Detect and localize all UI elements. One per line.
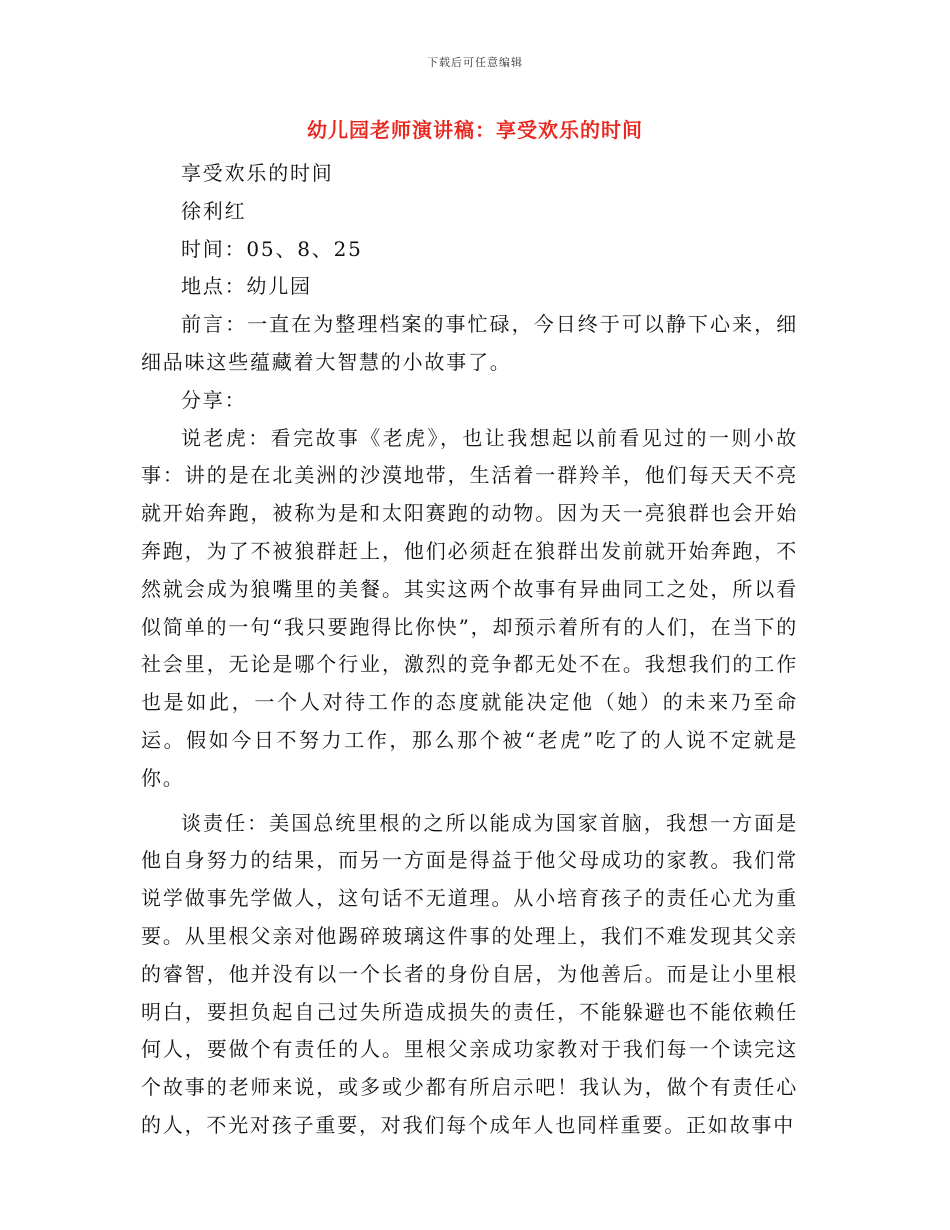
paragraph-date: 时间：05、8、25 — [181, 236, 363, 261]
paragraph-tiger: 说老虎：看完故事《老虎》，也让我想起以前看见过的一则小故事：讲的是在北美洲的沙漠地带，生活着一群羚羊，他们每天天不亮就开始奔跑，被称为是和太阳赛跑的动物。因为天一亮狼群也会开始奔跑，为了不被狼群赶上，他们必须赶在狼群出发前就开始奔跑，不然就会成为狼嘴里的美餐。其实这两个故事有异曲同工之处，所以看似简单的一句“我只要跑得比你快”，却预示着所有的人们，在当下的社会里，无论是哪个行业，激烈的竞争都无处不在。我想我们的工作也是如此，一个人对待工作的态度就能决定他（她）的未来乃至命运。假如今日不努力工作，那么那个被“老虎”吃了的人说不定就是你。 — [141, 425, 798, 790]
paragraph-subtitle: 享受欢乐的时间 — [181, 161, 334, 185]
paragraph-author: 徐利红 — [181, 198, 247, 223]
paragraph-share-heading: 分享： — [181, 387, 247, 412]
paragraph-preface: 前言：一直在为整理档案的事忙碌，今日终于可以静下心来，细细品味这些蕴藏着大智慧的小故事了。 — [141, 312, 798, 374]
header-note: 下载后可任意编辑 — [427, 56, 523, 69]
document-body — [141, 155, 798, 1145]
paragraph-location: 地点：幼儿园 — [181, 274, 312, 299]
document-title: 幼儿园老师演讲稿：享受欢乐的时间 — [307, 118, 643, 142]
paragraph-responsibility: 谈责任：美国总统里根的之所以能成为国家首脑，我想一方面是他自身努力的结果，而另一方面是得益于他父母成功的家教。我们常说学做事先学做人，这句话不无道理。从小培育孩子的责任心尤为重要。从里根父亲对他踢碎玻璃这件事的处理上，我们不难发现其父亲的睿智，他并没有以一个长者的身份自居，为他善后。而是让小里根明白，要担负起自己过失所造成损失的责任，不能躲避也不能依赖任何人，要做个有责任的人。里根父亲成功家教对于我们每一个读完这个故事的老师来说，或多或少都有所启示吧！我认为，做个有责任心的人，不光对孩子重要，对我们每个成年人也同样重要。正如故事中 — [141, 810, 798, 1137]
